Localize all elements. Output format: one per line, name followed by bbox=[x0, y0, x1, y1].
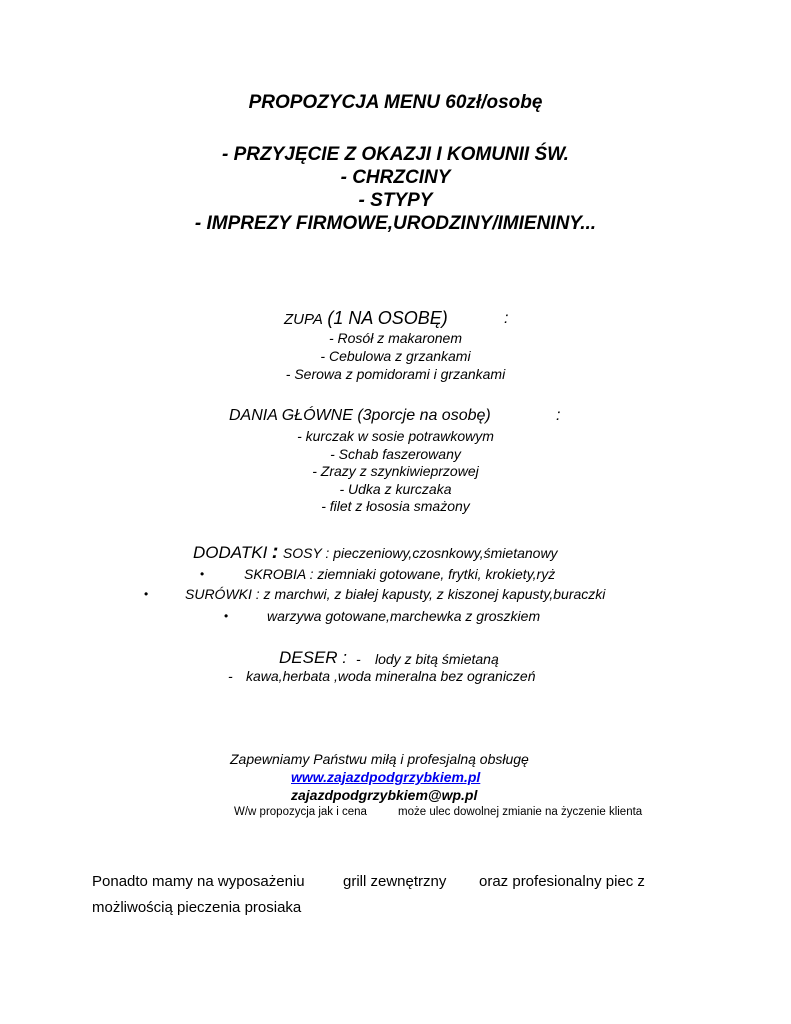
main-dish-item: - Udka z kurczaka bbox=[339, 481, 452, 497]
drinks-item: kawa,herbata ,woda mineralna bez ograniczeń bbox=[246, 668, 536, 684]
website-link[interactable]: www.zajazdpodgrzybkiem.pl bbox=[291, 769, 481, 785]
main-dishes-colon: : bbox=[556, 407, 561, 424]
soup-item: - Cebulowa z grzankami bbox=[320, 348, 471, 364]
equipment-text-a: Ponadto mamy na wyposażeniu bbox=[92, 873, 305, 890]
disclaimer-note-a: W/w propozycja jak i cena bbox=[234, 806, 367, 818]
extras-vegetables: warzywa gotowane,marchewka z groszkiem bbox=[267, 608, 541, 624]
soup-label: ZUPA bbox=[284, 311, 323, 328]
main-dishes-heading: DANIA GŁÓWNE (3porcje na osobę) bbox=[229, 407, 491, 424]
extras-sauces: SOSY : pieczeniowy,czosnkowy,śmietanowy bbox=[282, 545, 558, 561]
main-dish-item: - Schab faszerowany bbox=[330, 446, 461, 462]
dessert-dash: - bbox=[356, 651, 361, 667]
soup-item: - Serowa z pomidorami i grzankami bbox=[285, 366, 506, 382]
soup-quantity: (1 NA OSOBĘ) bbox=[327, 308, 448, 328]
occasion-wake: - STYPY bbox=[358, 190, 433, 211]
soup-item: - Rosół z makaronem bbox=[328, 330, 463, 346]
equipment-text-line2: możliwością pieczenia prosiaka bbox=[92, 899, 302, 916]
dessert-label: DESER : bbox=[279, 648, 348, 667]
occasion-christening: - CHRZCINY bbox=[340, 167, 451, 188]
main-dish-item: - filet z łososia smażony bbox=[321, 498, 470, 514]
equipment-text-c: oraz profesionalny piec z bbox=[479, 873, 645, 890]
extras-label: DODATKI bbox=[193, 543, 268, 562]
page-title: PROPOZYCJA MENU 60zł/osobę bbox=[248, 92, 543, 113]
main-dish-item: - kurczak w sosie potrawkowym bbox=[297, 428, 494, 444]
extras-salads: SURÓWKI : z marchwi, z białej kapusty, z kiszonej kapusty,buraczki bbox=[185, 586, 606, 602]
drinks-dash: - bbox=[228, 668, 233, 684]
occasion-corporate: - IMPREZY FIRMOWE,URODZINY/IMIENINY... bbox=[194, 213, 597, 234]
bullet-icon: • bbox=[200, 567, 205, 581]
soup-heading bbox=[284, 308, 448, 329]
main-dish-item: - Zrazy z szynkiwieprzowej bbox=[312, 463, 479, 479]
bullet-icon: • bbox=[144, 587, 149, 601]
equipment-text-b: grill zewnętrzny bbox=[343, 873, 447, 890]
extras-colon: : bbox=[271, 541, 279, 563]
soup-colon: : bbox=[504, 310, 509, 327]
email-address: zajazdpodgrzybkiem@wp.pl bbox=[291, 787, 478, 803]
dessert-item: lody z bitą śmietaną bbox=[375, 651, 499, 667]
extras-heading bbox=[193, 541, 558, 564]
disclaimer-note-b: może ulec dowolnej zmianie na życzenie klienta bbox=[398, 806, 643, 818]
extras-starch: SKROBIA : ziemniaki gotowane, frytki, krokiety,ryż bbox=[244, 566, 556, 582]
bullet-icon: • bbox=[224, 609, 229, 623]
service-statement: Zapewniamy Państwu miłą i profesjalną obsługę bbox=[230, 751, 529, 767]
occasion-communion: - PRZYJĘCIE Z OKAZJI I KOMUNII ŚW. bbox=[222, 144, 569, 165]
